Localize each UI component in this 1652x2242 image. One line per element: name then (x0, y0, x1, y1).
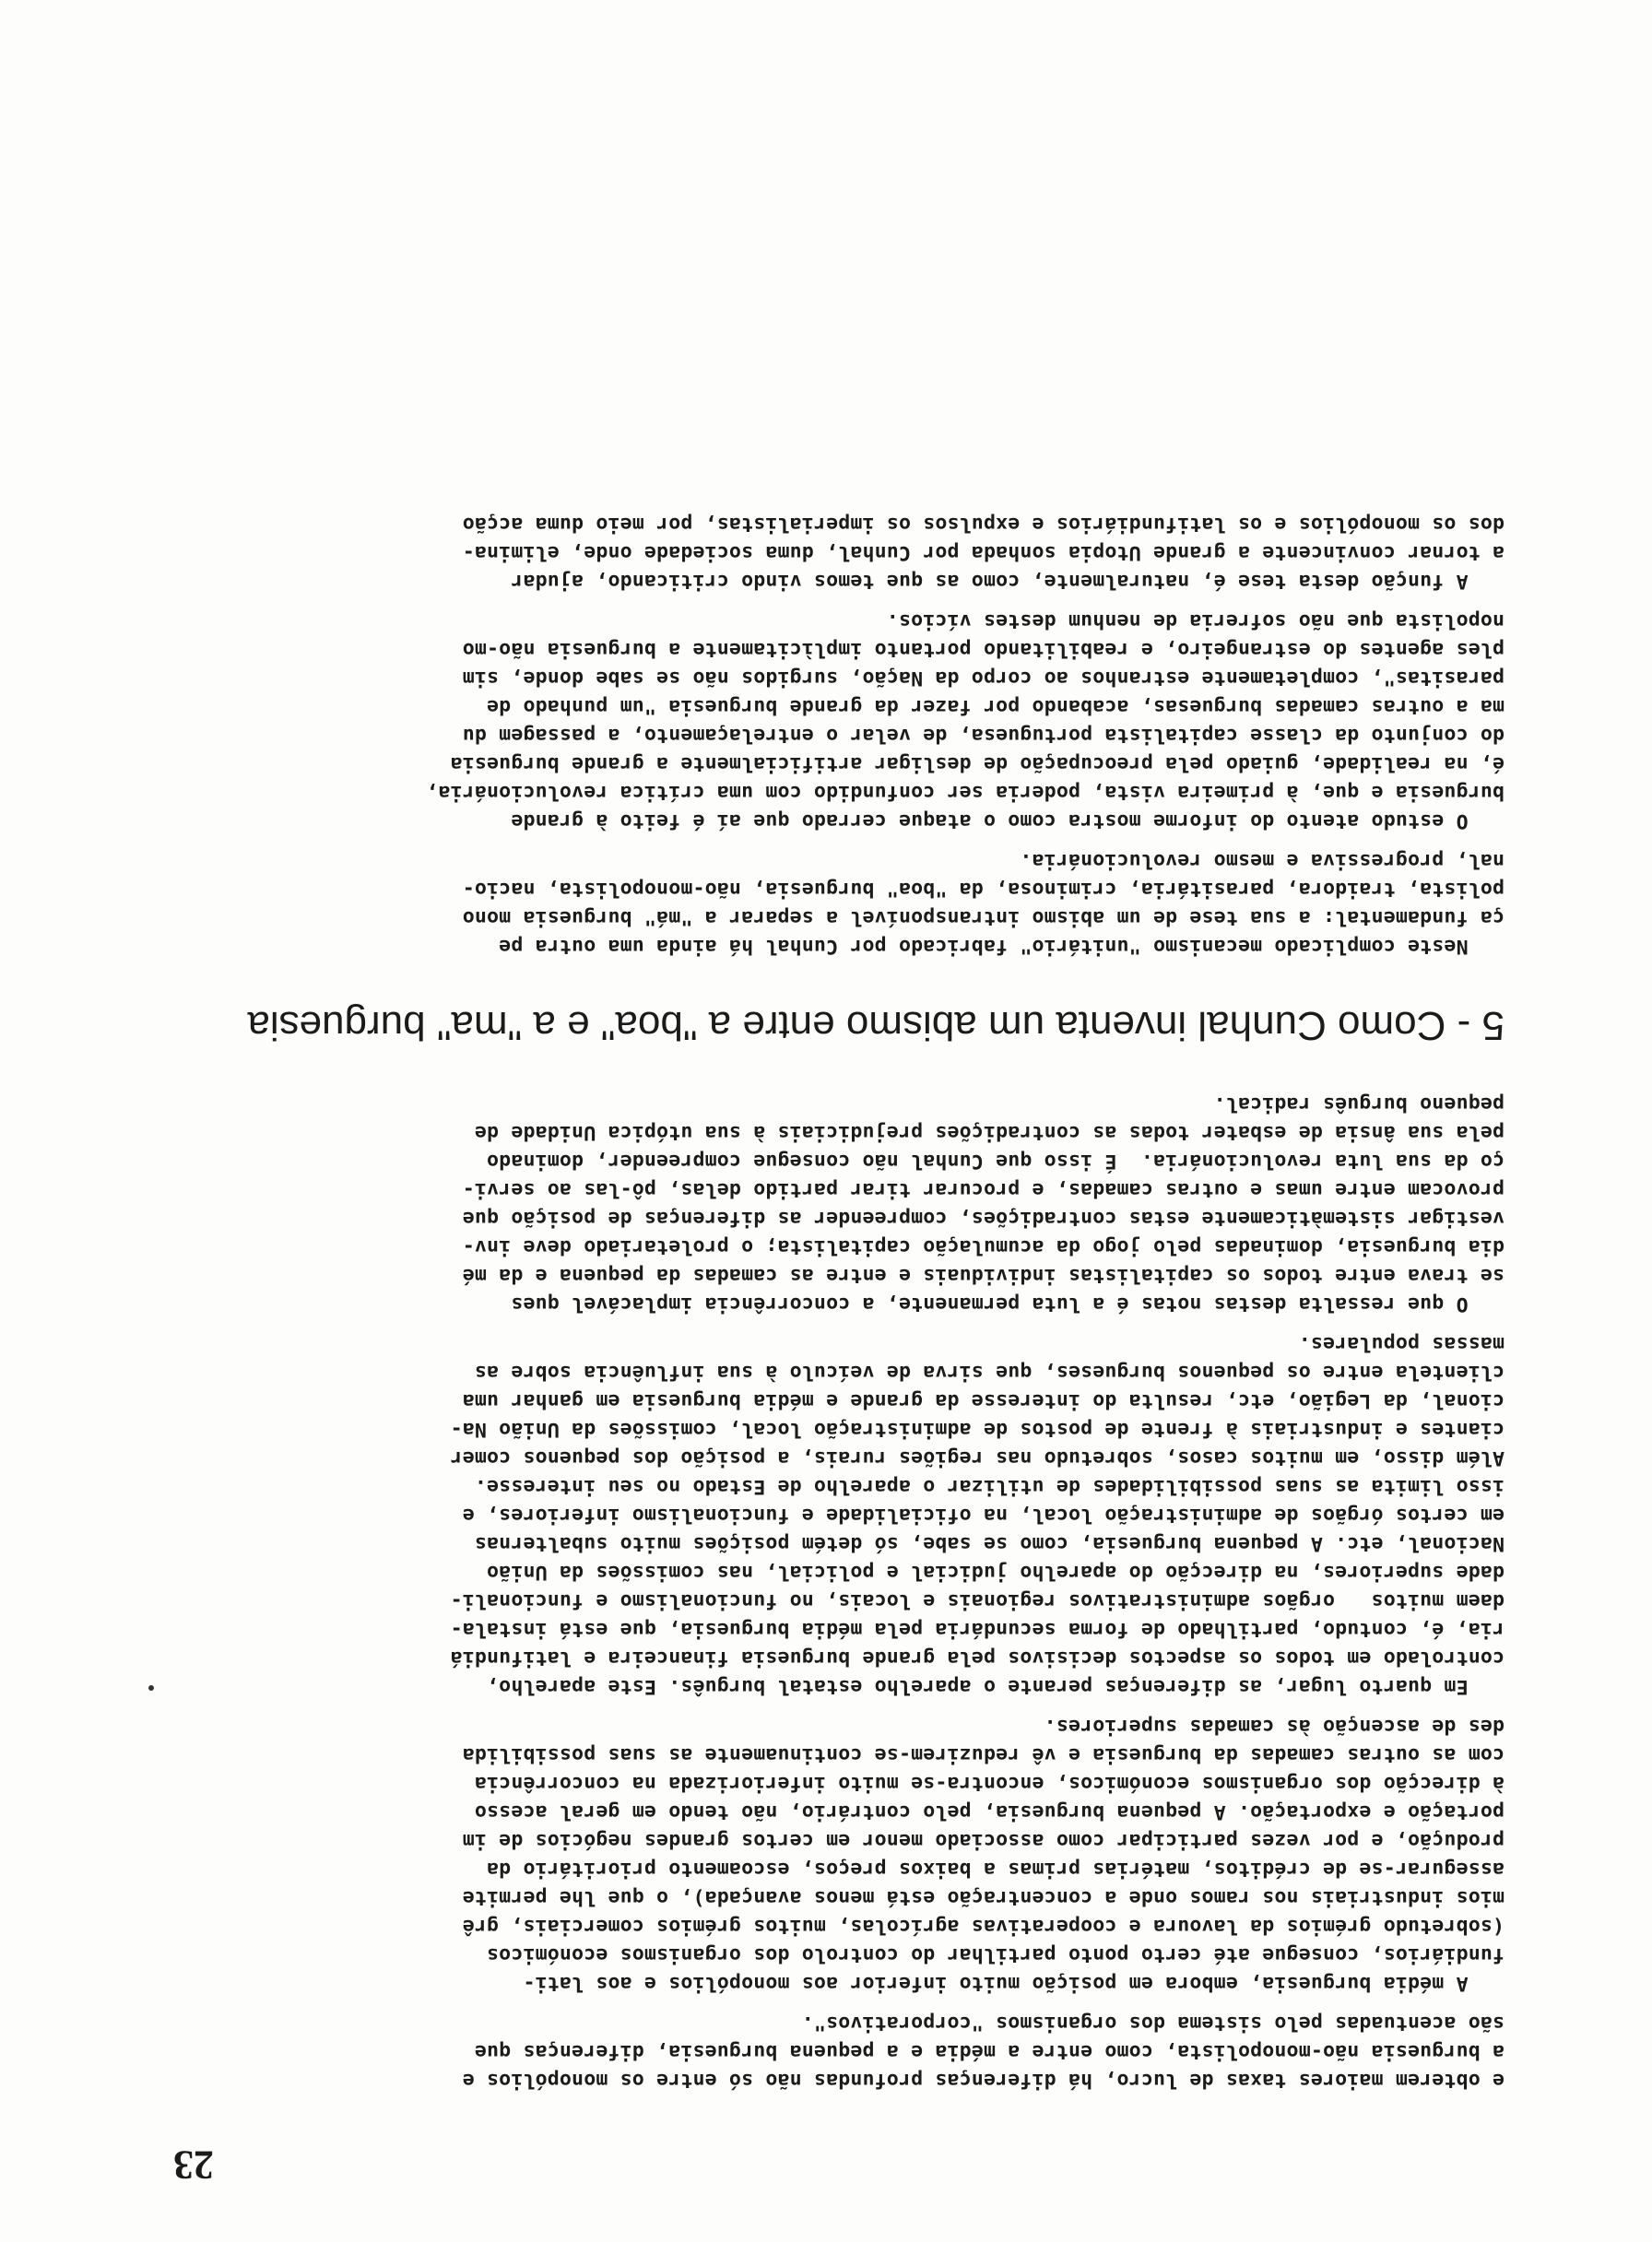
text-line: nopolista que não sofreria de nenhum destes vícios. (886, 609, 1504, 632)
text-line: fundiários, consegue até certo ponto partilhar do controlo dos organismos económicos (486, 1943, 1504, 1966)
text-line: ma a outras camadas burguesas, acabando por fazer da grande burguesia "um punhado de (486, 695, 1504, 718)
text-line: a tornar convincente a grande Utopia sonhada por Cunhal, duma sociedade onde, elimina- (462, 541, 1504, 564)
text-line: polista, traidora, parasitária, criminosa, da "boa" burguesia, não-monopolista, nacio- (462, 878, 1504, 901)
text-line: Neste complicado mecanismo "unitário" fabricado por Cunhal há ainda uma outra pe (499, 935, 1504, 958)
text-line: e obterem maiores taxas de lucro, há diferenças profundas não só entre os monopólios e (462, 2069, 1504, 2092)
section-heading: 5 - Como Cunhal inventa um abismo entre a "boa" e a "ma" burguesia (247, 1003, 1504, 1048)
paragraph (122, 1329, 1504, 1701)
text-line: em certos órgãos de administração local, na oficialidade e funcionalismo inferiores, e (462, 1504, 1504, 1527)
text-line: A função desta tese é, naturalmente, como as que temos vindo criticando, ajudar (511, 570, 1504, 593)
text-line: massas populares. (1298, 1332, 1504, 1355)
text-line: O que ressalta destas notas é a luta permanente, a concorrência implacável ques (511, 1292, 1504, 1316)
paragraph (122, 510, 1504, 596)
text-line: provocam entre umas e outras camadas, e procurar tirar partido delas, pô-las ao servi- (462, 1178, 1504, 1201)
paragraph (122, 1090, 1504, 1318)
text-line: assegurar-se de créditos, matérias primas a baixos preços, escoamento prioritário da (486, 1858, 1504, 1881)
text-line: vestigar sistemàticamente estas contradições, compreender as diferenças de posição que (462, 1207, 1504, 1230)
text-line: nal, progressiva e mesmo revolucionária. (1020, 849, 1504, 872)
text-line: do conjunto da classe capitalista portuguesa, de velar o entrelaçamento, a passagem du (462, 724, 1504, 747)
text-line: dia burguesia, dominadas pelo jogo da acumulação capitalista; o proletariado deve inv- (462, 1235, 1504, 1258)
paragraph (122, 607, 1504, 835)
text-line: A média burguesia, embora em posição muito inferior aos monopólios e aos lati- (523, 1972, 1504, 1995)
text-line: com as outras camadas da burguesia e vê reduzirem-se continuamente as suas possibilida (462, 1743, 1504, 1766)
text-line: Em quarto lugar, as diferenças perante o aparelho estatal burguês. Este aparelho, (486, 1675, 1504, 1698)
text-line: daem muitos orgãos administrativos regionais e locais, no funcionalismo e funcionali- (450, 1589, 1504, 1612)
paragraph (122, 846, 1504, 961)
page-body (122, 510, 1504, 2094)
text-line: parasitas", completamente estranhos ao corpo da Nação, surgidos não se sabe donde, sim (462, 667, 1504, 690)
text-line: pequeno burguês radical. (1213, 1092, 1504, 1115)
paragraphs-before-heading (122, 1090, 1504, 2094)
text-line: dade superiores, na direcção do aparelho judicial e policial, nas comissões da União (486, 1561, 1504, 1584)
text-line: portação e exportação. A pequena burguesia, pelo contrário, não tendo em geral acesso (474, 1800, 1504, 1823)
text-line: ciantes e industriais à frente de postos de administração local, comissões da União Na- (450, 1418, 1504, 1441)
text-line: é, na realidade, guiado pela preocupação de desligar artificialmente a grande burguesia (450, 752, 1504, 775)
text-line: são acentuadas pelo sistema dos organismos "corporativos". (801, 2012, 1504, 2035)
text-line: isso limita as suas possibilidades de utilizar o aparelho de Estado no seu interesse. (474, 1475, 1504, 1498)
text-line: pela sua ânsia de esbater todas as contradições prejudiciais à sua utópica Unidade de (474, 1121, 1504, 1144)
text-line: des de ascenção às camadas superiores. (1044, 1715, 1504, 1738)
page-number: 23 (173, 2142, 214, 2188)
text-line: (sobretudo grémios da lavoura e cooperativas agrícolas, muitos grémios comerciais, grê (462, 1915, 1504, 1938)
text-line: ça fundamental: a sua tese de um abismo intransponível a separar a "má" burguesia mono (462, 906, 1504, 929)
text-line: cional, da Legião, etc, resulta do interesse da grande e média burguesia em ganhar uma (462, 1389, 1504, 1412)
text-line: controlado em todos os aspectos decisivos pela grande burguesia financeira e latifundiá (450, 1646, 1504, 1670)
text-line: a burguesia não-monopolista, como entre a média e a pequena burguesia, diferenças que (474, 2040, 1504, 2063)
text-line: se trava entre todos os capitalistas individuais e entre as camadas da pequena e da mé (462, 1264, 1504, 1287)
text-line: Nacional, etc. A pequena burguesia, como se sabe, só detém posições muito subalternas (474, 1532, 1504, 1555)
text-line: clientela entre os pequenos burgueses, que sirva de veículo à sua influência sobre as (474, 1361, 1504, 1384)
text-line: ço da sua luta revolucionária. É isso que Cunhal não consegue compreender, dominado (486, 1150, 1504, 1173)
text-line: à direcção dos organismos económicos, encontra-se muito inferiorizada na concorrência (474, 1772, 1504, 1795)
text-line: Além disso, em muitos casos, sobretudo nas regiões rurais, a posição dos pequenos comer (450, 1446, 1504, 1469)
text-line: produção, e por vezes participar como associado menor em certos grandes negócios de im (462, 1829, 1504, 1852)
text-line: mios industriais nos ramos onde a concentração está menos avançada), o que lhe permite (462, 1886, 1504, 1909)
paragraph (122, 2009, 1504, 2094)
text-line: burguesia e que, à primeira vista, poderia ser confundido com uma crítica revolucionária, (426, 781, 1504, 804)
text-line: ples agentes do estrangeiro, e reabilitando portanto implìcitamente a burguesia não-mo (462, 638, 1504, 661)
text-line: ria, é, contudo, partilhado de forma secundária pela média burguesia, que está instala- (450, 1618, 1504, 1641)
paragraph (122, 1712, 1504, 1998)
text-line: dos os monopólios e os latifundiários e expulsos os imperialistas, por meio duma acção (462, 513, 1504, 536)
paragraphs-after-heading (122, 510, 1504, 961)
text-line: O estudo atento do informe mostra como o ataque cerrado que aí é feito à grande (511, 809, 1504, 832)
